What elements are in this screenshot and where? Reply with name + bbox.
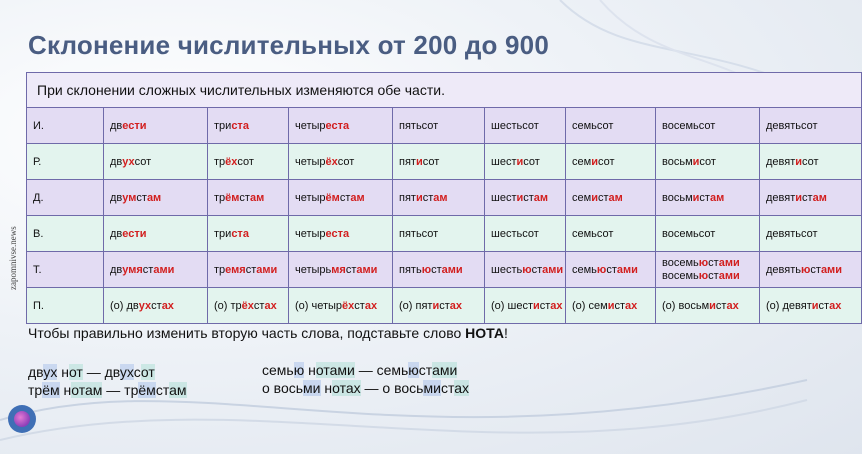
case-label: Р.	[27, 144, 104, 180]
table-row	[27, 144, 862, 180]
word-part: о вось	[262, 380, 304, 396]
ending-highlight: и	[811, 299, 819, 312]
word-part: восемь	[662, 269, 699, 282]
word-part: девятьсот	[766, 119, 818, 132]
word-part: восемьсот	[662, 227, 716, 240]
ending-highlight: ам	[533, 191, 549, 204]
ending-highlight: ёх	[342, 299, 355, 312]
word-part: ст	[440, 380, 455, 396]
table-cell	[760, 252, 862, 288]
ending-highlight: и	[591, 155, 598, 168]
ending-highlight: и	[709, 299, 716, 312]
word-part: шестьсот	[491, 227, 539, 240]
ending-highlight: ести	[122, 119, 147, 132]
case-label: П.	[27, 288, 104, 324]
ending-highlight: еста	[325, 227, 350, 240]
word-part: семьсот	[572, 227, 614, 240]
example-highlight: ух	[119, 364, 134, 380]
table-cell	[289, 288, 393, 324]
ending-highlight: ах	[161, 299, 174, 312]
table-cell	[393, 144, 485, 180]
example-line	[28, 363, 187, 381]
example-highlight: ух	[43, 364, 58, 380]
example-line	[28, 381, 187, 399]
tip-main: Чтобы правильно изменить вторую часть слова, подставьте слово	[28, 325, 466, 341]
ending-highlight: ух	[138, 299, 152, 312]
table-header: При склонении сложных числительных изменяются обе части.	[27, 73, 862, 108]
table-cell	[208, 252, 289, 288]
ending-highlight: ам	[812, 191, 827, 204]
table-cell	[656, 180, 760, 216]
table-row	[27, 216, 862, 252]
word-part: ст	[151, 299, 162, 312]
examples-right	[262, 361, 469, 397]
ending-highlight: ами	[441, 263, 463, 276]
word-part: дв	[110, 191, 123, 204]
table-cell	[393, 180, 485, 216]
word-part: сем	[572, 155, 592, 168]
example-highlight: ю	[293, 362, 305, 378]
table-cell	[760, 180, 862, 216]
ending-highlight: еста	[325, 119, 350, 132]
ending-highlight: ёх	[225, 155, 238, 168]
ending-highlight: и	[607, 299, 615, 312]
ending-highlight: ах	[449, 299, 463, 312]
declension-table	[26, 72, 862, 324]
table-cell	[289, 252, 393, 288]
case-label: Т.	[27, 252, 104, 288]
table-cell	[104, 252, 208, 288]
word-part: (о) восьм	[662, 299, 710, 312]
ending-highlight: ём	[225, 191, 240, 204]
table-cell	[656, 216, 760, 252]
ending-highlight: ами	[820, 263, 842, 276]
ending-highlight: ста	[231, 119, 249, 132]
word-part: ст	[708, 269, 719, 282]
word-part: ст	[136, 191, 147, 204]
ending-highlight: ю	[596, 263, 607, 276]
table-cell	[760, 288, 862, 324]
word-part: тр	[28, 382, 43, 398]
word-part: пятьсот	[399, 227, 439, 240]
word-part: пят	[399, 191, 416, 204]
word-part: шесть	[491, 263, 523, 276]
ending-highlight: ами	[542, 263, 564, 276]
word-part: тр	[214, 155, 226, 168]
ending-highlight: ах	[364, 299, 378, 312]
word-part: дв	[110, 155, 123, 168]
word-part: (о) девят	[766, 299, 812, 312]
table-cell	[208, 144, 289, 180]
word-part: сот	[523, 155, 540, 168]
table-cell	[485, 180, 566, 216]
example-highlight: ю	[408, 362, 419, 378]
ending-highlight: и	[795, 191, 803, 204]
word-part: ст	[597, 191, 609, 204]
table-cell	[760, 108, 862, 144]
ending-highlight: ами	[718, 269, 740, 282]
tip-word: НОТА	[465, 325, 504, 341]
table-cell	[393, 216, 485, 252]
word-part: ст	[345, 263, 357, 276]
ending-highlight: ами	[718, 256, 740, 269]
word-part: ст	[422, 191, 434, 204]
table-row	[27, 288, 862, 324]
word-part: (о) сем	[572, 299, 608, 312]
ending-highlight: ста	[231, 227, 249, 240]
table-cell	[656, 252, 760, 288]
word-part: ст	[239, 191, 250, 204]
table-cell	[393, 288, 485, 324]
word-part: восьм	[662, 191, 693, 204]
ending-highlight: ам	[433, 191, 448, 204]
word-part: пятьсот	[399, 119, 439, 132]
table-cell	[656, 108, 760, 144]
word-part: — дв	[82, 364, 120, 380]
ending-highlight: ами	[616, 263, 638, 276]
word-part: восемь	[662, 256, 699, 269]
ending-highlight: ести	[122, 227, 147, 240]
word-part: сот	[237, 155, 254, 168]
table-cell	[760, 144, 862, 180]
example-highlight: ми	[303, 380, 321, 396]
table-cell	[566, 144, 656, 180]
word-part: сот	[802, 155, 819, 168]
word-part: (о) пят	[399, 299, 433, 312]
examples-left	[28, 363, 187, 399]
example-highlight: ём	[42, 382, 60, 398]
table-cell	[289, 108, 393, 144]
ending-highlight: и	[516, 191, 524, 204]
word-part: (о) дв	[110, 299, 139, 312]
word-part: ст	[614, 299, 625, 312]
ending-highlight: ём	[325, 191, 340, 204]
ending-highlight: ах	[829, 299, 842, 312]
example-line	[262, 379, 469, 397]
ending-highlight: и	[795, 155, 803, 168]
word-part: ст	[708, 256, 719, 269]
word-part: семь	[572, 263, 597, 276]
table-cell	[208, 108, 289, 144]
word-part: четыр	[295, 155, 326, 168]
ending-highlight: ам	[608, 191, 623, 204]
ending-highlight: и	[692, 155, 700, 168]
table-cell	[104, 144, 208, 180]
word-part: ст	[142, 263, 154, 276]
ending-highlight: и	[415, 155, 423, 168]
word-part: дв	[28, 364, 44, 380]
word-part: тр	[214, 191, 226, 204]
word-part: н	[59, 382, 72, 398]
example-highlight: ами	[432, 362, 458, 378]
word-part: тр	[214, 263, 226, 276]
table-cell	[485, 252, 566, 288]
word-part: ст	[715, 299, 727, 312]
word-part: ст	[606, 263, 617, 276]
case-label: В.	[27, 216, 104, 252]
table-cell	[289, 180, 393, 216]
word-part: ст	[531, 263, 543, 276]
word-part: ст	[253, 299, 265, 312]
table-cell	[566, 252, 656, 288]
word-part: три	[214, 227, 232, 240]
word-part: с	[133, 364, 141, 380]
table-cell	[289, 144, 393, 180]
table-cell	[485, 108, 566, 144]
word-part: четыр	[295, 119, 326, 132]
example-highlight: отами	[315, 362, 355, 378]
table-cell	[566, 108, 656, 144]
table-cell	[485, 216, 566, 252]
table-cell	[485, 144, 566, 180]
table-cell	[656, 288, 760, 324]
word-part: ст	[539, 299, 551, 312]
word-part: сот	[699, 155, 716, 168]
ending-highlight: ами	[153, 263, 175, 276]
word-part: ст	[439, 299, 450, 312]
word-part: ст	[802, 191, 813, 204]
example-highlight: ах	[454, 380, 469, 396]
ending-highlight: ух	[122, 155, 135, 168]
case-label: Д.	[27, 180, 104, 216]
table-row	[27, 108, 862, 144]
example-highlight: ам	[169, 382, 187, 398]
example-highlight: отах	[332, 380, 361, 396]
ending-highlight: и	[532, 299, 540, 312]
table-cell	[208, 216, 289, 252]
word-part: (о) тр	[214, 299, 242, 312]
word-part: ст	[523, 191, 534, 204]
ending-highlight: ёх	[241, 299, 254, 312]
example-highlight: от	[140, 364, 155, 380]
word-part: ст	[699, 191, 710, 204]
ending-highlight: ю	[522, 263, 532, 276]
ending-highlight: ю	[800, 263, 811, 276]
ending-highlight: ёх	[325, 155, 338, 168]
word-part: ст	[245, 263, 257, 276]
table-cell	[208, 288, 289, 324]
word-part: сот	[597, 155, 615, 168]
word-part: четырь	[295, 263, 332, 276]
table-cell	[566, 180, 656, 216]
ending-highlight: и	[415, 191, 423, 204]
table-cell	[104, 216, 208, 252]
word-part: шестьсот	[491, 119, 539, 132]
word-part: сем	[572, 191, 592, 204]
table-cell	[104, 180, 208, 216]
example-highlight: ми	[423, 380, 441, 396]
word-part: ст	[418, 362, 433, 378]
table-cell	[289, 216, 393, 252]
ending-highlight: умя	[122, 263, 143, 276]
ending-highlight: ю	[698, 256, 709, 269]
ending-highlight: и	[432, 299, 440, 312]
word-part: ст	[431, 263, 442, 276]
ending-highlight: ам	[249, 191, 265, 204]
word-part: девят	[766, 191, 796, 204]
ending-highlight: ами	[256, 263, 278, 276]
table-cell	[104, 288, 208, 324]
word-part: девятьсот	[766, 227, 818, 240]
word-part: сот	[422, 155, 440, 168]
ending-highlight: и	[692, 191, 700, 204]
word-part: шест	[491, 155, 517, 168]
example-highlight: отам	[71, 382, 103, 398]
ending-highlight: ю	[421, 263, 432, 276]
word-part: дв	[110, 119, 123, 132]
tip-end: !	[503, 325, 508, 341]
word-part: восемьсот	[662, 119, 716, 132]
word-part: семьсот	[572, 119, 614, 132]
word-part: — тр	[102, 382, 139, 398]
word-part: (о) шест	[491, 299, 533, 312]
word-part: ст	[810, 263, 821, 276]
word-part: дв	[110, 263, 123, 276]
ending-highlight: ах	[264, 299, 277, 312]
ending-highlight: емя	[225, 263, 246, 276]
word-part: ст	[155, 382, 170, 398]
table-row	[27, 180, 862, 216]
word-part: пят	[399, 155, 416, 168]
word-part: н	[57, 364, 69, 380]
table-cell	[656, 144, 760, 180]
logo-icon	[8, 405, 36, 433]
word-part: н	[304, 362, 316, 378]
word-part: пять	[399, 263, 422, 276]
table-row	[27, 252, 862, 288]
table-cell	[485, 288, 566, 324]
ending-highlight: ам	[350, 191, 365, 204]
word-part: девят	[766, 155, 796, 168]
table-cell	[208, 180, 289, 216]
tip-text	[28, 325, 508, 341]
table-cell	[393, 108, 485, 144]
word-part: семь	[262, 362, 294, 378]
word-part: ст	[339, 191, 351, 204]
word-part: ст	[818, 299, 830, 312]
word-part: три	[214, 119, 232, 132]
word-part: — о вось	[360, 380, 424, 396]
word-part: дв	[110, 227, 123, 240]
example-highlight: от	[68, 364, 83, 380]
example-line	[262, 361, 469, 379]
table-cell	[393, 252, 485, 288]
word-part: девять	[766, 263, 801, 276]
word-part: восьм	[662, 155, 693, 168]
ending-highlight: ум	[122, 191, 137, 204]
word-part: ст	[354, 299, 365, 312]
example-highlight: ём	[138, 382, 156, 398]
word-part: — семь	[354, 362, 409, 378]
page-title: Склонение числительных от 200 до 900	[28, 30, 550, 60]
table-cell	[566, 216, 656, 252]
ending-highlight: ах	[550, 299, 563, 312]
word-part: н	[320, 380, 333, 396]
table-cell	[760, 216, 862, 252]
word-part: шест	[491, 191, 517, 204]
ending-highlight: мя	[331, 263, 346, 276]
word-part: (о) четыр	[295, 299, 343, 312]
word-part: четыр	[295, 227, 326, 240]
word-part: сот	[337, 155, 355, 168]
ending-highlight: ах	[625, 299, 638, 312]
word-part: сот	[134, 155, 152, 168]
ending-highlight: ами	[356, 263, 378, 276]
case-label: И.	[27, 108, 104, 144]
ending-highlight: ам	[146, 191, 162, 204]
table-cell	[566, 288, 656, 324]
watermark: zapomnivse.news	[8, 226, 18, 290]
ending-highlight: ю	[698, 269, 709, 282]
ending-highlight: ах	[726, 299, 739, 312]
ending-highlight: ам	[709, 191, 725, 204]
ending-highlight: и	[591, 191, 598, 204]
table-cell	[104, 108, 208, 144]
ending-highlight: и	[516, 155, 524, 168]
word-part: четыр	[295, 191, 326, 204]
